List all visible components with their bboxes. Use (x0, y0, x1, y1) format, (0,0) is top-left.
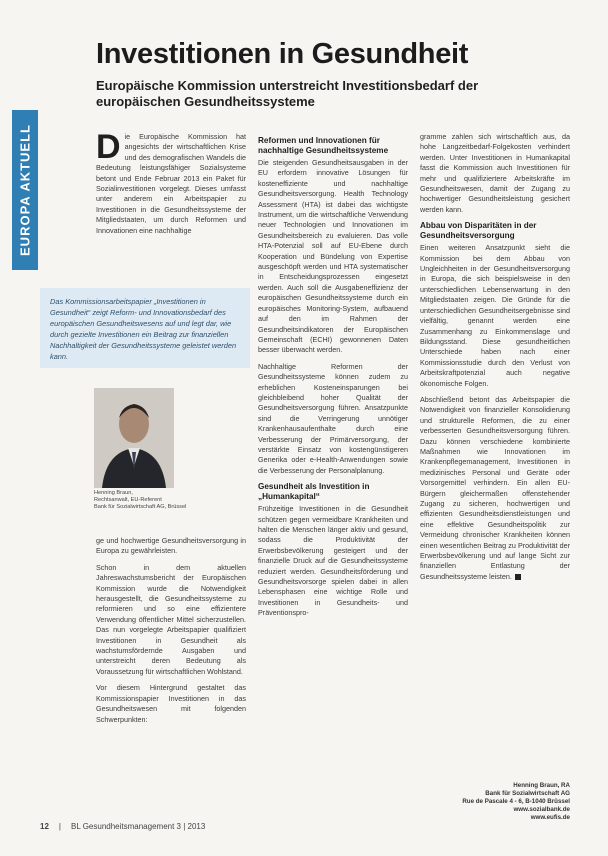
article-title: Investitionen in Gesundheit (96, 38, 469, 70)
section-tab (12, 110, 38, 270)
intro-paragraph (96, 128, 246, 236)
signature-web-1: www.sozialbank.de (513, 806, 570, 813)
signature-web-2: www.eufis.de (530, 814, 570, 821)
column-2 (258, 132, 408, 625)
page-footer (40, 822, 205, 831)
caption-name: Henning Braun, (94, 490, 133, 496)
caption-org: Bank für Sozialwirtschaft AG, Brüssel (94, 504, 187, 510)
author-photo (94, 388, 174, 488)
section-tab-label: EUROPA AKTUELL (17, 124, 33, 256)
closing-text: Abschließend betont das Arbeitspapier die Notwendigkeit von finanzieller Konsolidierung und strukturelle Reformen, die zu einer verbesserten Gesundheitsversorgung führen. Dazu können verschiedene kombinierte Maßnahmen wie Innovationen im Krankenpflegemanagement, Investitionen in medizinisches Personal und Geräte oder Vorsorgemittel verhindern. Ein allen EU-Bürgern gleichermaßen offenstehender Zugang zu sicheren, hochwertigen und effizienten Gesundheitsdienstleistungen und eine effektive Gesundheitspolitik zur Vermeidung chronischer Krankheiten können einen wesentlichen Beitrag zu Produktivität der Erwerbsbevölkerung und auf lange Sicht zur finanziellen Entlastung der Gesundheitssysteme leisten. (420, 394, 570, 581)
paragraph (420, 395, 570, 582)
signature-name: Henning Braun, RA (513, 782, 570, 789)
pull-quote: Das Kommissionsarbeitspapier „Investitionen in Gesundheit“ zeigt Reform- und Innovationsbedarf des europäischen Gesundheitswesens auf und legt dar, wie durch gezielte Investitionen ein Beitrag zur finanziellen Nachhaltigkeit der Gesundheitssysteme geleistet werden kann. (40, 288, 250, 368)
footer-separator: | (58, 822, 61, 831)
section-heading: Reformen und Innovationen für nachhaltige Gesundheitssysteme (258, 136, 389, 155)
paragraph: Die steigenden Gesundheitsausgaben in der EU erfordern innovative Lösungen für kosteneffiziente und nachhaltige Gesundheitsversorgung. Health Technology Assessment (HTA) ist dabei das wichtigste Instrument, um die wirtschaftliche Verwendung neuer Technologien und Innovationen im Gesundheitsbereich zu evaluieren. Das volle HTA-Potenzial soll auf EU-Ebene durch Kooperation und Bündelung von Expertise ausgeschöpft werden und HTA systematischer in Entscheidungsprozessen eingesetzt werden. Auch soll die Ausgabeneffizienz der europäischen Gesundheitssysteme durch ein europäisches Monitoring-System, aufbauend auf den im Rahmen der Gesundheitsindikatoren der Europäischen Gemeinschaft (ECHI) gewonnenen Daten besser überwacht werden. (258, 158, 408, 355)
page-number: 12 (40, 822, 49, 831)
paragraph: gramme zahlen sich wirtschaftlich aus, da hohe Langzeitbedarf-Folgekosten verhindert werden. Unter Investitionen in Humankapital fasst die Kommission auch Investitionen für mehr und qualifiziertere Arbeitskräfte im Gesundheitswesen, damit der Zugang zu hochwertiger Gesundheitsleistung gesichert werden kann. (420, 132, 570, 214)
paragraph: Vor diesem Hintergrund gestaltet das Kommissionspapier Investitionen in das Gesundheitswesen mit folgenden Schwerpunkten: (96, 683, 246, 724)
article-subtitle: Europäische Kommission unterstreicht Investitionsbedarf der europäischen Gesundheitssysteme (96, 78, 479, 109)
caption-role: Rechtsanwalt, EU-Referent (94, 497, 162, 503)
signature-address: Rue de Pascale 4 - 6, B-1040 Brüssel (462, 798, 570, 805)
portrait-image (94, 388, 174, 488)
paragraph: ge und hochwertige Gesundheitsversorgung in Europa zu gewährleisten. (96, 536, 246, 556)
paragraph: Nachhaltige Reformen der Gesundheitssysteme können zudem zu erheblichen Kosteneinsparungen bei gleichbleibend hoher Qualität der Gesundheitsversorgung führen. Ansatzpunkte sind die Verringerung unnötiger Krankenhausaufenthalte durch eine Verbesserung der Primärversorgung, der verstärkte Einsatz von kostengünstigeren Generika oder e-Health-Anwendungen sowie die Verbesserung der Personalplanung. (258, 361, 408, 475)
paragraph: Frühzeitige Investitionen in die Gesundheit schützen gegen vermeidbare Krankheiten und halten die Menschen länger aktiv und gesund, sodass die Produktivität der Erwerbsbevölkerung gesteigert und der finanzielle Druck auf die Gesundheitssysteme reduziert werden. Gesundheitsförderung und Gesundheitsvorsorge spielen dabei in allen Lebensphasen eine wichtige Rolle und Investitionen in Gesundheits- und Präventionspro- (258, 504, 408, 618)
journal-name: BL Gesundheitsmanagement 3 | 2013 (70, 822, 206, 831)
column-1-continued (96, 536, 246, 731)
intro-text: ie Europäische Kommission hat angesichts der wirtschaftlichen Krise und des demografischen Wandels die Bedeutung leistungsfähiger Sozialsysteme betont und Ende Februar 2013 ein Paket für Sozialinvestitionen vorgelegt. Dieses umfasst unter anderem ein Arbeitspapier zu Investitionen in die Gesundheitssysteme der Mitgliedstaaten, um durch Reformen und Innovationen eine nachhaltige (96, 132, 246, 235)
paragraph: Einen weiteren Ansatzpunkt sieht die Kommission bei dem Abbau von Ungleichheiten in der Gesundheitsversorgung in Europa, die sich beispielsweise in den unterschiedlichen Lebenserwartung in den Mitgliedstaaten zeigen. Die Gründe für die unterschiedlichen Gesundheitsergebnisse sind vielfältig, genannt werden eine Zusammenhang zu Einkommenslage und Bildungsstand. Diese gesundheitlichen Unterschiede haben nach einer Kommissionsstudie durch den Verlust von Arbeitskraftpotenzial auch negative ökonomische Folgen. (420, 243, 570, 388)
end-mark-icon (515, 574, 521, 580)
column-1-intro (96, 128, 246, 242)
column-3 (420, 132, 570, 588)
section-heading: Gesundheit als Investition in „Humankapital“ (258, 482, 370, 502)
author-signature (420, 782, 570, 822)
section-heading: Abbau von Disparitäten in der Gesundheitsversorgung (420, 221, 537, 241)
signature-org: Bank für Sozialwirtschaft AG (485, 790, 570, 797)
paragraph: Schon in dem aktuellen Jahreswachstumsbericht der Europäischen Kommission wurde die Notwendigkeit herausgestellt, die Gesundheitssysteme zu reformieren und so eine effizientere Verwendung öffentlicher Mittel sicherzustellen. Das nun vorgelegte Arbeitspapier qualifiziert Investitionen in Gesundheit als wachstumsfördernde Ausgaben und unterstreicht deren Bedeutung als Voraussetzung für wirtschaftlichen Wohlstand. (96, 562, 246, 676)
photo-caption (94, 490, 244, 511)
dropcap: D (96, 128, 121, 166)
